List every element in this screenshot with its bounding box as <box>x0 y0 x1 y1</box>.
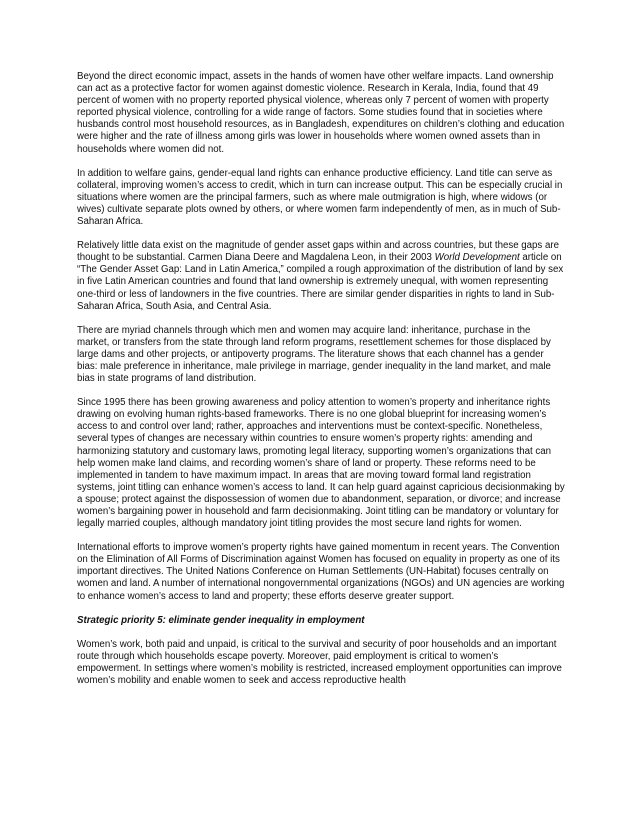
paragraph-productive-efficiency: In addition to welfare gains, gender-equal land rights can enhance productive efficiency. Land title can serve as collateral, improving women’s access to credit, which in turn can increase output. This can be especially crucial in situations where women are the principal farmers, such as where male outmigration is high, where widows (or wives) cultivate separate plots owned by others, or where women farm independently of men, as in much of Sub-Saharan Africa. <box>77 167 563 228</box>
paragraph-gender-asset-gaps <box>77 240 565 313</box>
paragraph-gender-asset-gaps-text-before: Relatively little data exist on the magnitude of gender asset gaps within and across countries, but these gaps are thought to be substantial. Carmen Diana Deere and Magdalena Leon, in their 2003 <box>77 240 559 264</box>
paragraph-gender-asset-gaps-text-after: article on “The Gender Asset Gap: Land in Latin America,” compiled a rough approximation of the distribution of land by sex in five Latin American countries and found that land ownership is extremely unequal, with women representing one-third or less of landowners in the five countries. There are similar gender disparities in rights to land in Sub-Saharan Africa, South Asia, and Central Asia. <box>77 252 564 312</box>
paragraph-policy-attention: Since 1995 there has been growing awareness and policy attention to women’s property and inheritance rights drawing on evolving human rights-based frameworks. There is no one global blueprint for increasing women’s access to and control over land; rather, approaches and interventions must be context-specific. Nonetheless, several types of changes are necessary within countries to ensure women’s property rights: amending and harmonizing statutory and customary laws, promoting legal literacy, supporting women’s organizations that can help women make land claims, and recording women’s share of land or property. These reforms need to be implemented in tandem to have maximum impact. In areas that are moving toward formal land registration systems, joint titling can enhance women’s access to land. It can help guard against capricious decisionmaking by a spouse; protect against the dispossession of women due to abandonment, separation, or divorce; and increase women’s bargaining power in household and farm decisionmaking. Joint titling can be mandatory or voluntary for legally married couples, although mandatory joint titling provides the most secure land rights for women. <box>77 397 565 530</box>
paragraph-welfare-impacts: Beyond the direct economic impact, assets in the hands of women have other welfare impacts. Land ownership can act as a protective factor for women against domestic violence. Research in Kerala, India, found that 49 percent of women with no property reported physical violence, whereas only 7 percent of women with property reported physical violence, controlling for a wide range of factors. Some studies found that in societies where husbands control most household resources, as in Bangladesh, expenditures on children’s clothing and education were higher and the rate of illness among girls was lower in households where women owned assets than in households where women did not. <box>77 71 565 155</box>
paragraph-international-efforts: International efforts to improve women’s property rights have gained momentum in recent years. The Convention on the Elimination of All Forms of Discrimination against Women has focused on equality in property as one of its important directives. The United Nations Conference on Human Settlements (UN-Habitat) focuses centrally on women and land. A number of international nongovernmental organizations (NGOs) and UN agencies are working to enhance women’s access to land and property; these efforts deserve greater support. <box>77 542 565 602</box>
paragraph-womens-work: Women’s work, both paid and unpaid, is critical to the survival and security of poor households and an important route through which households escape poverty. Moreover, paid employment is critical to women’s empowerment. In settings where women’s mobility is restricted, increased employment opportunities can improve women’s mobility and enable women to seek and access reproductive health <box>77 638 562 687</box>
document-page <box>77 71 565 699</box>
section-heading: Strategic priority 5: eliminate gender inequality in employment <box>77 614 365 626</box>
journal-title-italic: World Development <box>434 252 520 264</box>
paragraph-land-channels: There are myriad channels through which men and women may acquire land: inheritance, purchase in the market, or transfers from the state through land reform programs, resettlement schemes for those displaced by large dams and other projects, or antipoverty programs. The literature shows that each channel has a gender bias: male preference in inheritance, male privilege in marriage, gender inequality in the land market, and male bias in state programs of land distribution. <box>77 324 551 385</box>
